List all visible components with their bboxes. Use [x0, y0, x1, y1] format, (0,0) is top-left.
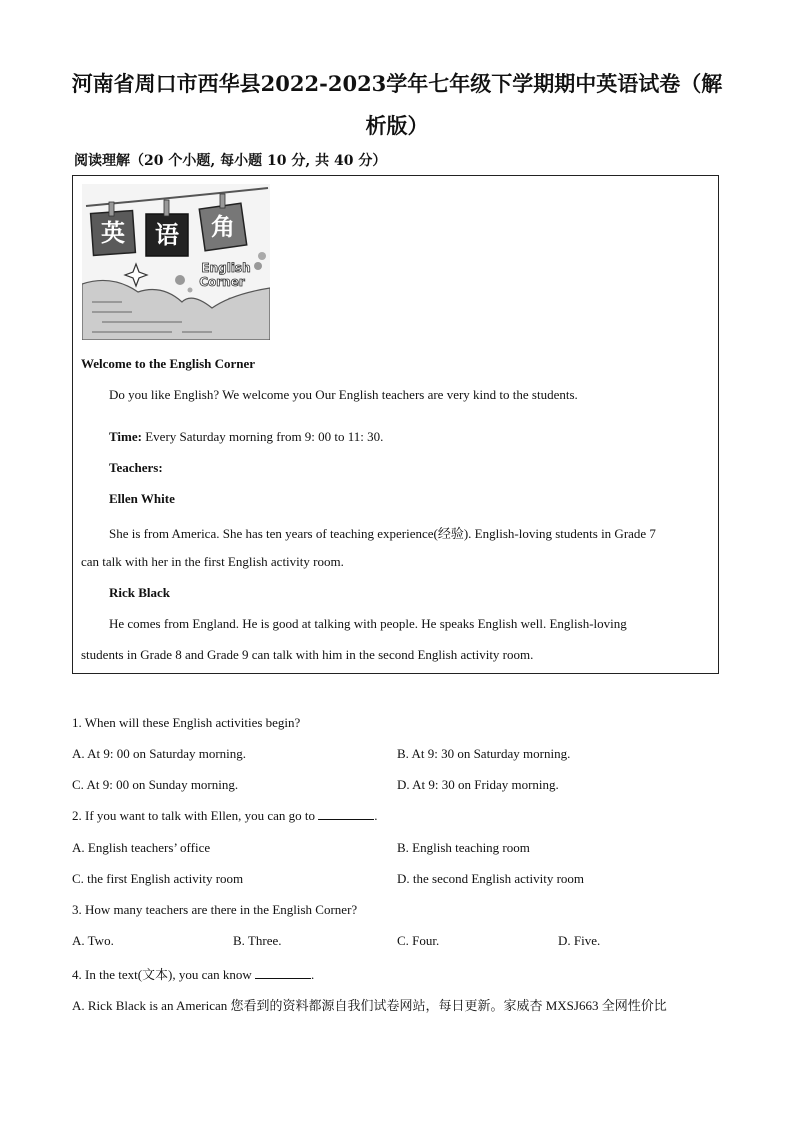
question-4-stem: 4. In the text(文本), you can know . [72, 967, 315, 982]
question-2-text: 2. If you want to talk with Ellen, you can go to [72, 808, 319, 823]
teacher2-line2: students in Grade 8 and Grade 9 can talk with him in the second English activity room. [81, 647, 534, 662]
teacher2-name: Rick Black [109, 585, 171, 600]
teacher1-line1: She is from America. She has ten years of teaching experience(经验). English-loving students in Grade 7 [109, 526, 656, 541]
question-3-stem: 3. How many teachers are there in the English Corner? [72, 902, 358, 917]
document-title-line1: 河南省周口市西华县2022-2023学年七年级下学期期中英语试卷（解 [71, 71, 723, 96]
question-4-option-a[interactable]: A. Rick Black is an American 您看到的资料都源自我们试卷网站，每日更新。家威杏 MXSJ663 全网性价比 [72, 998, 667, 1013]
question-2-option-b[interactable]: B. English teaching room [397, 840, 530, 855]
question-1-option-a[interactable]: A. At 9: 00 on Saturday morning. [72, 746, 247, 761]
time-line [109, 429, 383, 445]
svg-text:英: 英 [101, 219, 125, 247]
question-3-option-b[interactable]: B. Three. [233, 933, 282, 948]
question-1-stem: 1. When will these English activities begin? [72, 715, 301, 730]
passage-intro: Do you like English? We welcome you Our English teachers are very kind to the students. [109, 387, 578, 402]
question-2-option-c[interactable]: C. the first English activity room [72, 871, 244, 886]
question-3-option-d[interactable]: D. Five. [558, 933, 601, 948]
english-corner-illustration [82, 184, 270, 340]
teacher1-line2: can talk with her in the first English activity room. [81, 554, 344, 569]
answer-blank [255, 967, 311, 979]
question-1-option-c[interactable]: C. At 9: 00 on Sunday morning. [72, 777, 239, 792]
svg-text:语: 语 [155, 221, 179, 249]
question-1-option-b[interactable]: B. At 9: 30 on Saturday morning. [397, 746, 571, 761]
teachers-label: Teachers: [109, 460, 163, 475]
question-1-option-d[interactable]: D. At 9: 30 on Friday morning. [397, 777, 559, 792]
question-2-stem: 2. If you want to talk with Ellen, you can go to . [72, 808, 378, 823]
english-corner-image-icon [82, 184, 270, 340]
question-3-option-a[interactable]: A. Two. [72, 933, 114, 948]
reading-passage-box [72, 175, 719, 674]
section-heading: 阅读理解（20 个小题, 每小题 10 分, 共 40 分） [74, 153, 387, 169]
document-title-line2: 析版） [365, 113, 429, 138]
question-2-option-a[interactable]: A. English teachers’ office [72, 840, 211, 855]
time-label: Time: [109, 429, 142, 444]
time-value: Every Saturday morning from 9: 00 to 11: 30. [141, 429, 384, 444]
passage-heading: Welcome to the English Corner [81, 356, 256, 371]
svg-text:English: English [201, 261, 251, 275]
question-2-option-d[interactable]: D. the second English activity room [397, 871, 585, 886]
svg-text:Corner: Corner [199, 275, 245, 289]
answer-blank [318, 808, 374, 820]
svg-text:角: 角 [211, 213, 235, 241]
teacher1-name: Ellen White [109, 491, 175, 506]
teacher2-line1: He comes from England. He is good at talking with people. He speaks English well. English-loving [109, 616, 627, 631]
question-4-text: 4. In the text(文本), you can know [72, 967, 256, 982]
question-3-option-c[interactable]: C. Four. [397, 933, 440, 948]
